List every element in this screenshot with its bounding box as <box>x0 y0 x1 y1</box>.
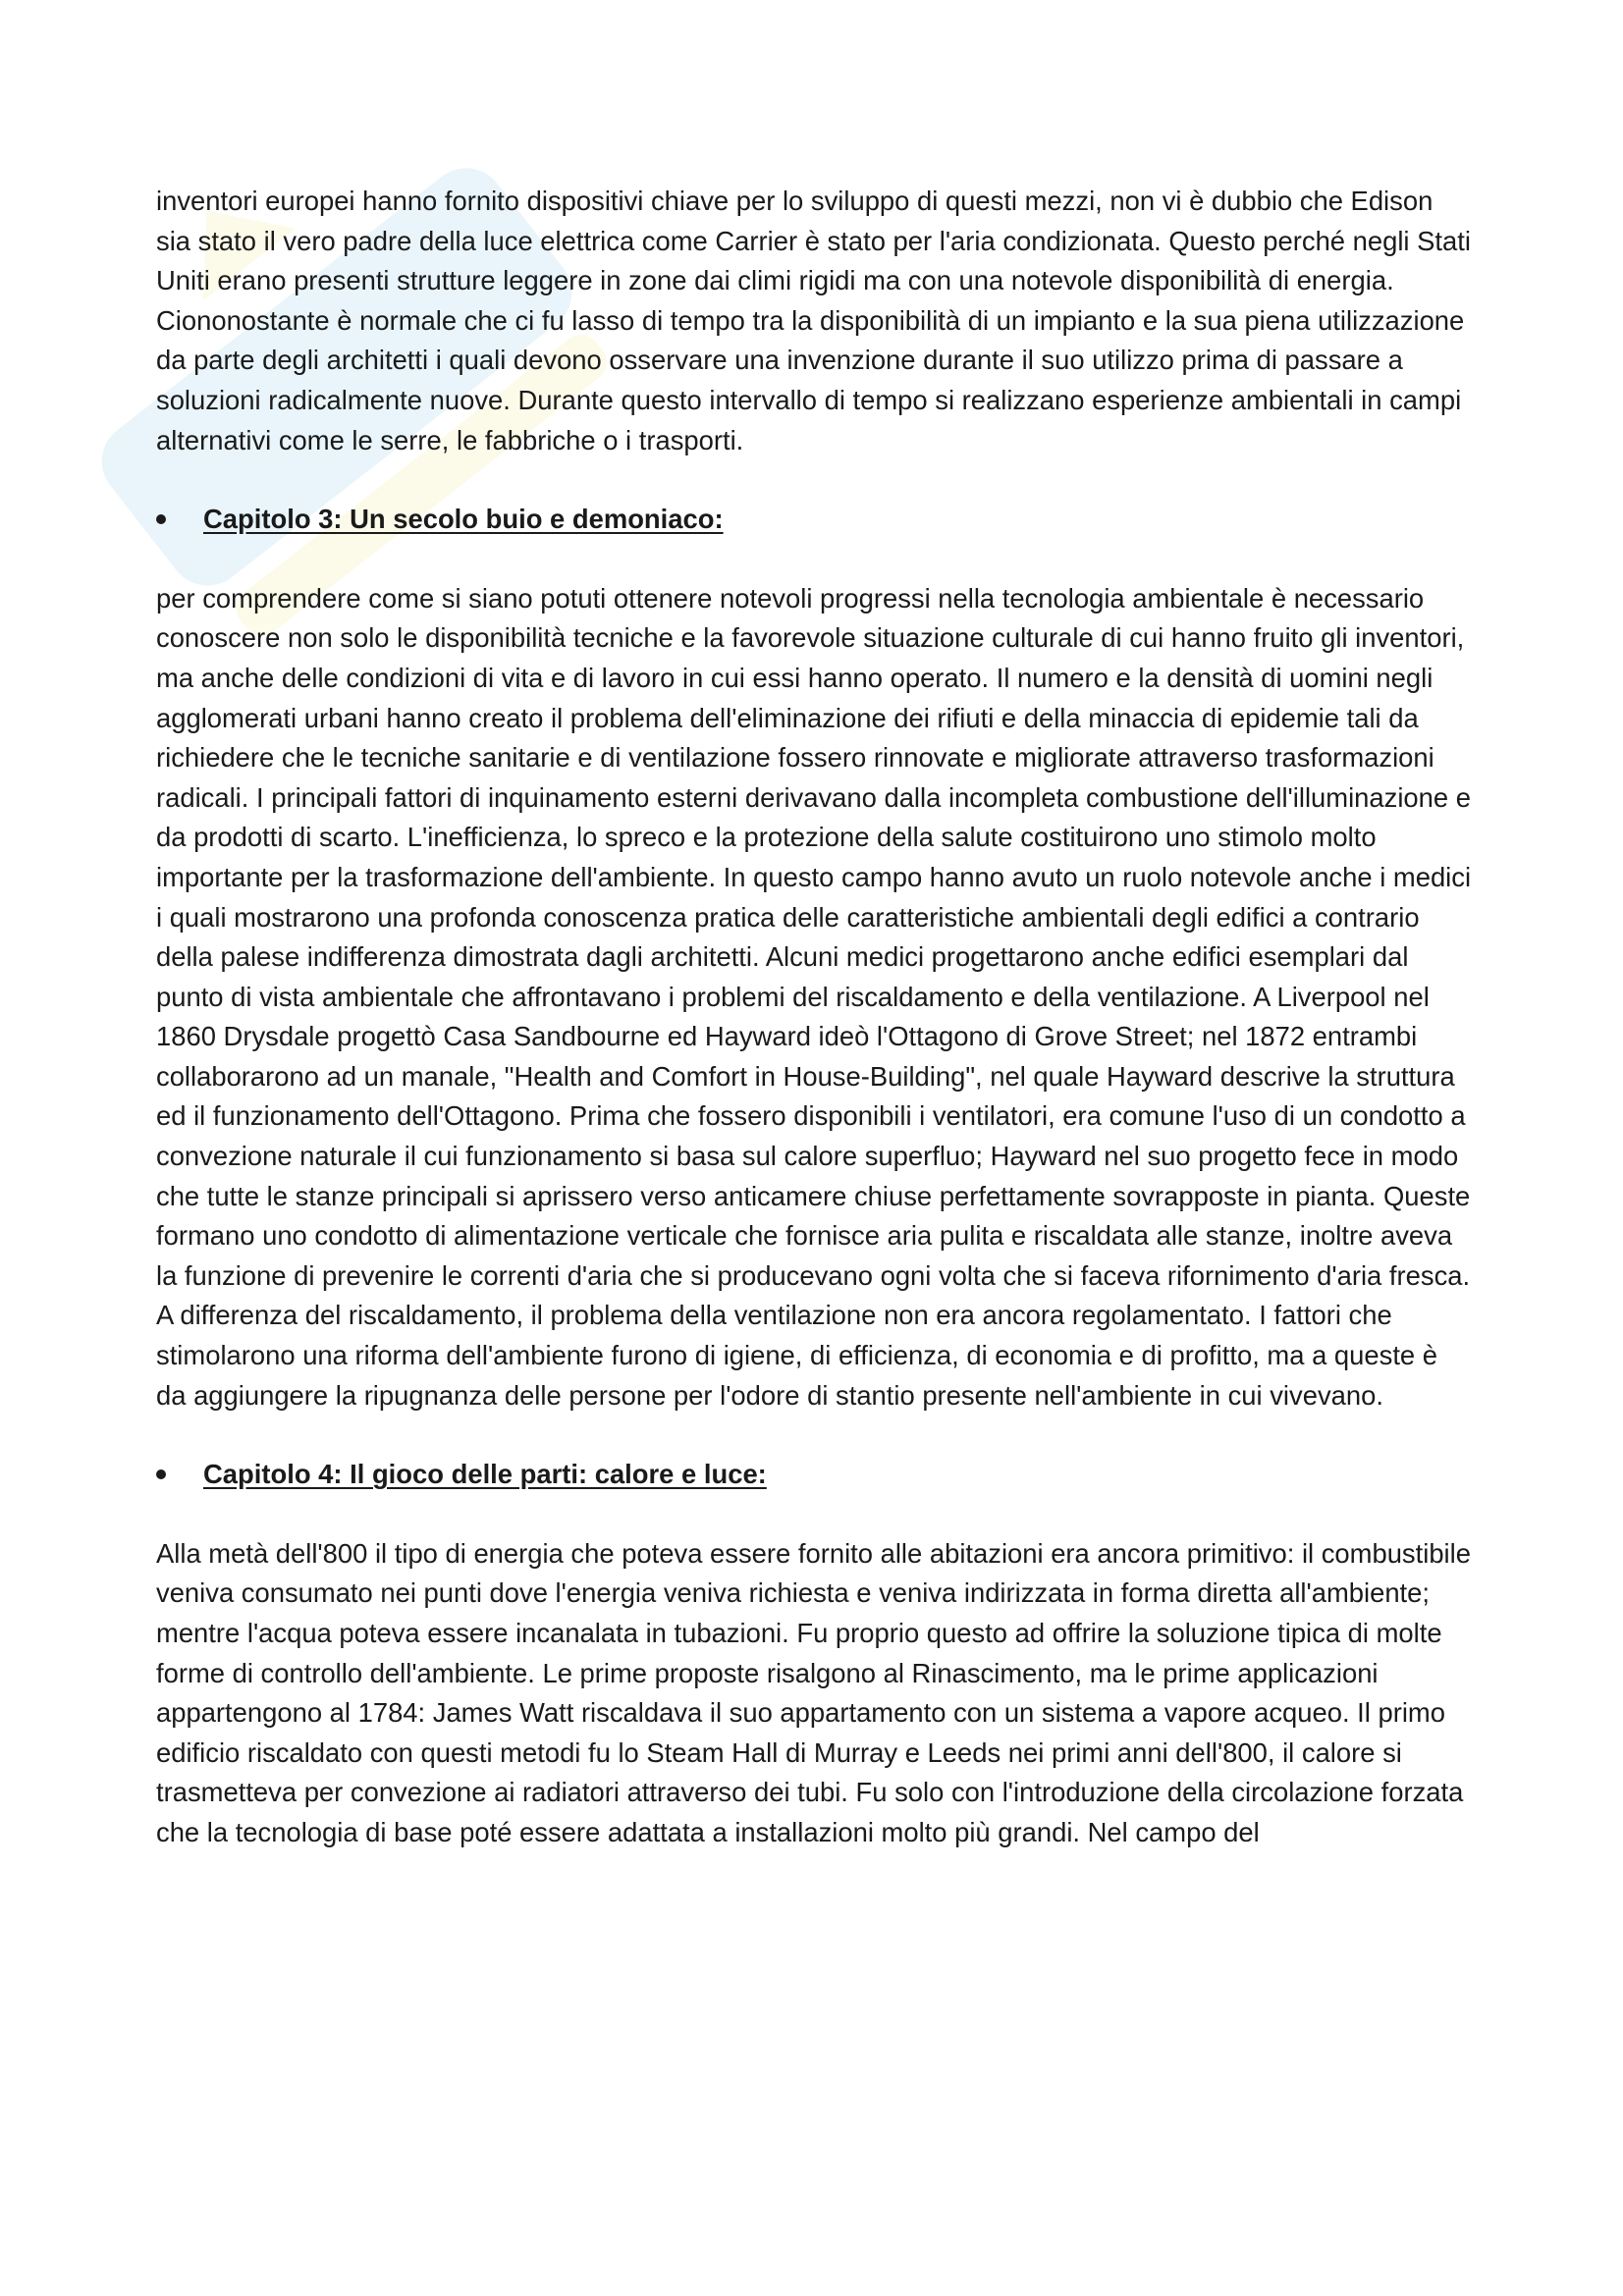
document-page <box>156 182 1472 1853</box>
paragraph-intro: inventori europei hanno fornito dispositivi chiave per lo sviluppo di questi mezzi, non vi è dubbio che Edison sia stato il vero padre della luce elettrica come Carrier è stato per l'aria condizionata. Questo perché negli Stati Uniti erano presenti strutture leggere in zone dai climi rigidi ma con una notevole disponibilità di energia. Ciononostante è normale che ci fu lasso di tempo tra la disponibilità di un impianto e la sua piena utilizzazione da parte degli architetti i quali devono osservare una invenzione durante il suo utilizzo prima di passare a soluzioni radicalmente nuove. Durante questo intervallo di tempo si realizzano esperienze ambientali in campi alternativi come le serre, le fabbriche o i trasporti. <box>156 186 1471 455</box>
paragraph-chapter-3: per comprendere come si siano potuti ottenere notevoli progressi nella tecnologia ambientale è necessario conoscere non solo le disponibilità tecniche e la favorevole situazione culturale di cui hanno fruito gli inventori, ma anche delle condizioni di vita e di lavoro in cui essi hanno operato. Il numero e la densità di uomini negli agglomerati urbani hanno creato il problema dell'eliminazione dei rifiuti e della minaccia di epidemie tali da richiedere che le tecniche sanitarie e di ventilazione fossero rinnovate e migliorate attraverso trasformazioni radicali. I principali fattori di inquinamento esterni derivavano dalla incompleta combustione dell'illuminazione e da prodotti di scarto. L'inefficienza, lo spreco e la protezione della salute costituirono uno stimolo molto importante per la trasformazione dell'ambiente. In questo campo hanno avuto un ruolo notevole anche i medici i quali mostrarono una profonda conoscenza pratica delle caratteristiche ambientali degli edifici a contrario della palese indifferenza dimostrata dagli architetti. Alcuni medici progettarono anche edifici esemplari dal punto di vista ambientale che affrontavano i problemi del riscaldamento e della ventilazione. A Liverpool nel 1860 Drysdale progettò Casa Sandbourne ed Hayward ideò l'Ottagono di Grove Street; nel 1872 entrambi collaborarono ad un manale, "Health and Comfort in House-Building", nel quale Hayward descrive la struttura ed il funzionamento dell'Ottagono. Prima che fossero disponibili i ventilatori, era comune l'uso di un condotto a convezione naturale il cui funzionamento si basa sul calore superfluo; Hayward nel suo progetto fece in modo che tutte le stanze principali si aprissero verso anticamere chiuse perfettamente sovrapposte in pianta. Queste formano uno condotto di alimentazione verticale che fornisce aria pulita e riscaldata alle stanze, inoltre aveva la funzione di prevenire le correnti d'aria che si producevano ogni volta che si faceva rifornimento d'aria fresca. A differenza del riscaldamento, il problema della ventilazione non era ancora regolamentato. I fattori che stimolarono una riforma dell'ambiente furono di igiene, di efficienza, di economia e di profitto, ma a queste è da aggiungere la ripugnanza delle persone per l'odore di stantio presente nell'ambiente in cui vivevano. <box>156 582 1472 1411</box>
bullet-icon <box>156 514 166 524</box>
bullet-icon <box>156 1469 166 1479</box>
chapter-4-heading: Capitolo 4: Il gioco delle parti: calore e luce: <box>203 1459 767 1490</box>
paragraph-chapter-4: Alla metà dell'800 il tipo di energia che poteva essere fornito alle abitazioni era ancora primitivo: il combustibile veniva consumato nei punti dove l'energia veniva richiesta e veniva indirizzata in forma diretta all'ambiente; mentre l'acqua poteva essere incanalata in tubazioni. Fu proprio questo ad offrire la soluzione tipica di molte forme di controllo dell'ambiente. Le prime proposte risalgono al Rinascimento, ma le prime applicazioni appartengono al 1784: James Watt riscaldava il suo appartamento con un sistema a vapore acqueo. Il primo edificio riscaldato con questi metodi fu lo Steam Hall di Murray e Leeds nei primi anni dell'800, il calore si trasmetteva per convezione ai radiatori attraverso dei tubi. Fu solo con l'introduzione della circolazione forzata che la tecnologia di base poté essere adattata a installazioni molto più grandi. Nel campo del <box>156 1537 1471 1847</box>
chapter-4-heading-row <box>156 1455 1472 1495</box>
chapter-3-heading: Capitolo 3: Un secolo buio e demoniaco: <box>203 504 724 535</box>
chapter-3-heading-row <box>156 500 1472 540</box>
